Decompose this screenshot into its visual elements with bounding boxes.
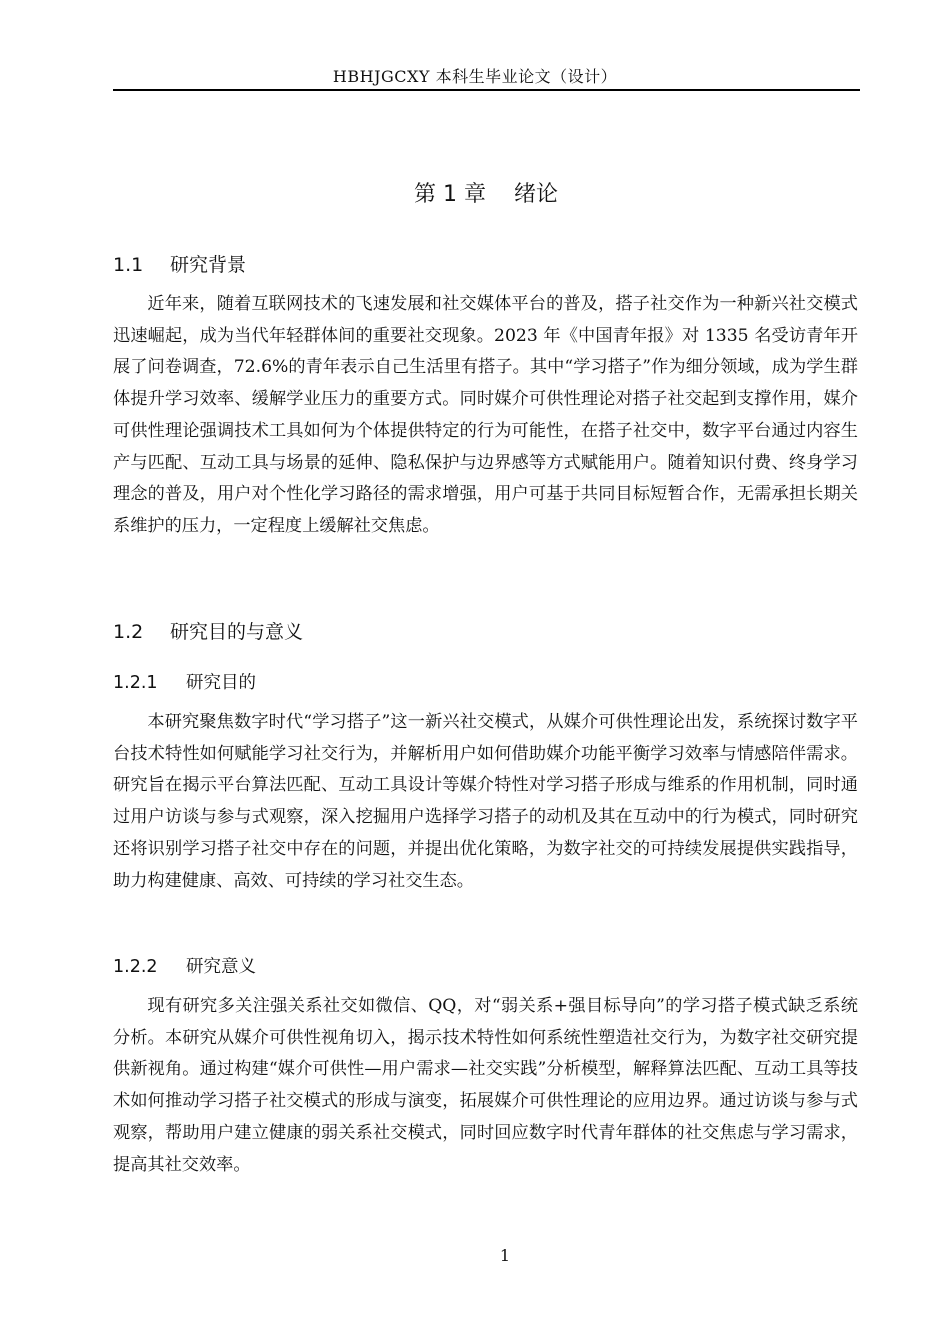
section-heading-1-2 xyxy=(113,618,303,646)
running-header: HBHJGCXY 本科生毕业论文（设计） xyxy=(332,67,618,86)
section-heading-1-1 xyxy=(113,251,246,279)
subsection-number: 1.2.2 xyxy=(113,957,158,977)
section-title: 研究目的与意义 xyxy=(170,621,304,643)
chapter-name: 绪论 xyxy=(513,182,558,207)
chapter-title xyxy=(0,177,950,213)
section-number: 1.1 xyxy=(113,254,144,276)
subsection-number: 1.2.1 xyxy=(113,673,158,693)
section-1-1-paragraph: 近年来，随着互联网技术的飞速发展和社交媒体平台的普及，搭子社交作为一种新兴社交模式迅速崛起，成为当代年轻群体间的重要社交现象。2023 年《中国青年报》对 1335 名受访青年开展了问卷调查，72.6%的青年表示自己生活里有搭子。其中“学习搭子”作为细分领域，成为学生群体提升学习效率、缓解学业压力的重要方式。同时媒介可供性理论对搭子社交起到支撑作用，媒介可供性理论强调技术工具如何为个体提供特定的行为可能性，在搭子社交中，数字平台通过内容生产与匹配、互动工具与场景的延伸、隐私保护与边界感等方式赋能用户。随着知识付费、终身学习理念的普及，用户对个性化学习路径的需求增强，用户可基于共同目标短暂合作，无需承担长期关系维护的压力，一定程度上缓解社交焦虑。 xyxy=(113,294,858,536)
chapter-number: 第 1 章 xyxy=(414,182,486,207)
subsection-1-2-1-paragraph: 本研究聚焦数字时代“学习搭子”这一新兴社交模式，从媒介可供性理论出发，系统探讨数字平台技术特性如何赋能学习社交行为，并解析用户如何借助媒介功能平衡学习效率与情感陪伴需求。研究旨在揭示平台算法匹配、互动工具设计等媒介特性对学习搭子形成与维系的作用机制，同时通过用户访谈与参与式观察，深入挖掘用户选择学习搭子的动机及其在互动中的行为模式，同时研究还将识别学习搭子社交中存在的问题，并提出优化策略，为数字社交的可持续发展提供实践指导，助力构建健康、高效、可持续的学习社交生态。 xyxy=(113,712,858,891)
section-title: 研究背景 xyxy=(170,254,247,276)
subsection-heading-1-2-2 xyxy=(113,953,256,981)
subsection-title: 研究意义 xyxy=(186,957,256,977)
header-rule xyxy=(113,89,860,91)
page-number: 1 xyxy=(499,1246,511,1265)
subsection-title: 研究目的 xyxy=(186,673,256,693)
subsection-1-2-2-paragraph: 现有研究多关注强关系社交如微信、QQ，对“弱关系+强目标导向”的学习搭子模式缺乏系统分析。本研究从媒介可供性视角切入，揭示技术特性如何系统性塑造社交行为，为数字社交研究提供新视角。通过构建“媒介可供性—用户需求—社交实践”分析模型，解释算法匹配、互动工具等技术如何推动学习搭子社交模式的形成与演变，拓展媒介可供性理论的应用边界。通过访谈与参与式观察，帮助用户建立健康的弱关系社交模式，同时回应数字时代青年群体的社交焦虑与学习需求，提高其社交效率。 xyxy=(113,996,858,1175)
subsection-heading-1-2-1 xyxy=(113,669,256,697)
section-number: 1.2 xyxy=(113,621,144,643)
